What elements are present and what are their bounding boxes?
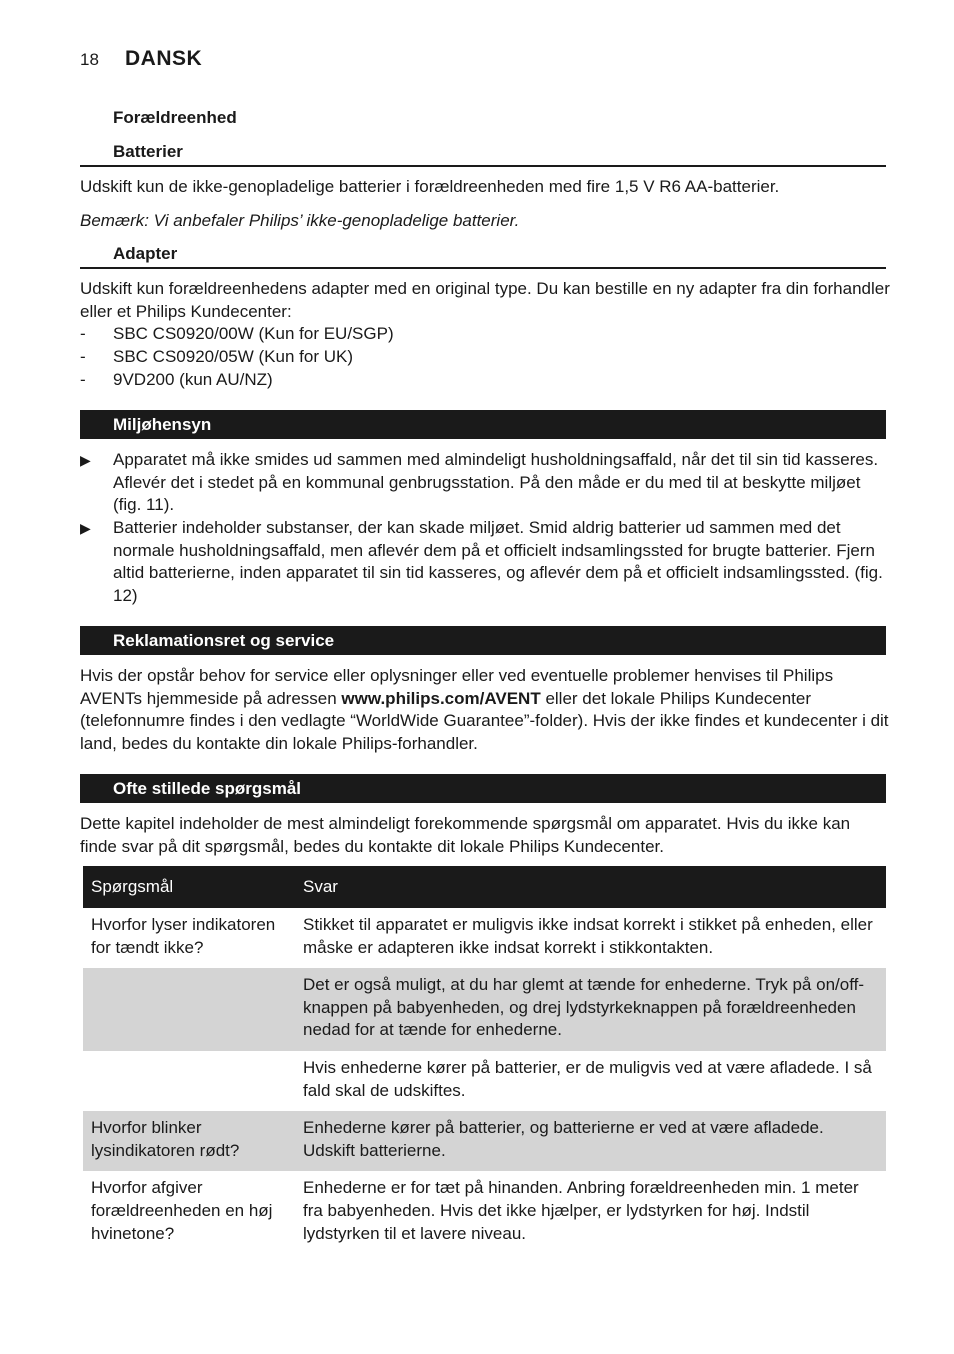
adapter-item-text: SBC CS0920/00W (Kun for EU/SGP) [113,324,394,343]
answer-cell: Stikket til apparatet er muligvis ikke indsat korrekt i stikket på enheden, eller måske er adapteren ikke indsat korrekt i stikkontakten. [303,915,873,957]
table-row [83,1171,886,1254]
adapter-heading: Adapter [113,244,178,263]
faq-heading: Ofte stillede spørgsmål [113,779,301,798]
answer-cell: Enhederne kører på batterier, og batterierne er ved at være afladede. Udskift batterierne. [295,1111,886,1171]
column-header-answer: Svar [295,866,886,908]
adapter-text: Udskift kun forældreenhedens adapter med en original type. Du kan bestille en ny adapter fra din forhandler eller et Philips Kundecenter: [80,279,890,321]
warranty-text [80,665,890,755]
page-number: 18 [80,50,99,69]
question-cell [83,968,295,1051]
answer-cell: Hvis enhederne kører på batterier, er de muligvis ved at være afladede. I så fald skal de udskiftes. [303,1057,872,1100]
question-cell [83,1051,295,1111]
environment-section-bar [80,410,886,439]
language-heading: DANSK [125,47,203,70]
adapter-rule [80,267,886,269]
parent-unit-title: Forældreenhed [113,108,237,127]
environment-heading: Miljøhensyn [113,415,212,434]
warranty-url-link[interactable]: www.philips.com/AVENT [341,688,541,708]
question-cell: Hvorfor lyser indikatoren for tændt ikke? [91,915,276,957]
table-row [83,1051,886,1111]
environment-bullet-text: Batterier indeholder substanser, der kan skade miljøet. Smid aldrig batterier ud sammen med det normale husholdningsaffald, men aflevér dem på et officielt indsamlingssted for brugte batterier. Fjern altid batterierne, inden apparatet til sin tid kasseres, og aflevér dem på et officielt indsamlingssted. (fig. 12) [113,518,883,605]
warranty-section-bar [80,626,886,655]
adapter-item-text: SBC CS0920/05W (Kun for UK) [113,347,353,366]
question-cell: Hvorfor blinker lysindikatoren rødt? [83,1111,295,1171]
table-row [83,908,886,968]
warranty-heading: Reklamationsret og service [113,631,335,650]
bullet-arrow-icon: ▶ [80,520,91,536]
batteries-heading: Batterier [113,142,183,161]
dash-marker: - [80,370,86,389]
faq-table [83,866,886,1254]
dash-marker: - [80,347,86,366]
answer-cell: Enhederne er for tæt på hinanden. Anbring forældreenheden min. 1 meter fra babyenheden. Hvis det ikke hjælper, er lydstyrken for høj. Indstil lydstyrken til et lavere niveau. [303,1178,859,1243]
faq-header-row [83,866,886,908]
table-row [83,968,886,1051]
bullet-arrow-icon: ▶ [80,452,91,468]
table-row [83,1111,886,1171]
batteries-rule [80,165,886,167]
question-cell: Hvorfor afgiver forældreenheden en høj hvinetone? [91,1178,273,1243]
adapter-item-text: 9VD200 (kun AU/NZ) [113,370,273,389]
environment-bullet-text: Apparatet må ikke smides ud sammen med almindeligt husholdningsaffald, når det til sin tid kasseres. Aflevér det i stedet på en kommunal genbrugsstation. På den måde er du med til at beskytte miljøet (fig. 11). [113,450,879,515]
warranty-text-before: Hvis der opstår behov for service eller oplysninger eller ved eventuelle problemer henvises til Philips AVENTs hjemmeside på adressen [80,666,834,708]
column-header-question: Spørgsmål [83,866,295,908]
batteries-text: Udskift kun de ikke-genopladelige batterier i forældreenheden med fire 1,5 V R6 AA-batterier. [80,177,780,196]
faq-intro: Dette kapitel indeholder de mest almindeligt forekommende spørgsmål om apparatet. Hvis du ikke kan finde svar på dit spørgsmål, bedes du kontakte dit lokale Philips Kundecenter. [80,814,851,856]
dash-marker: - [80,324,86,343]
warranty-text-after: eller det lokale Philips Kundecenter (telefonnumre findes i den vedlagte “WorldWide Guarantee”-folder). Hvis der ikke findes et kundecenter i dit land, bedes du kontakte din lokale Philips-forhandler. [80,688,889,753]
answer-cell: Det er også muligt, at du har glemt at tænde for enhederne. Tryk på on/off-knappen på babyenheden, og drej lydstyrkeknappen på forældreenheden nedad for at tænde for enhederne. [295,968,886,1051]
faq-section-bar [80,774,886,803]
batteries-note: Bemærk: Vi anbefaler Philips’ ikke-genopladelige batterier. [80,211,520,230]
